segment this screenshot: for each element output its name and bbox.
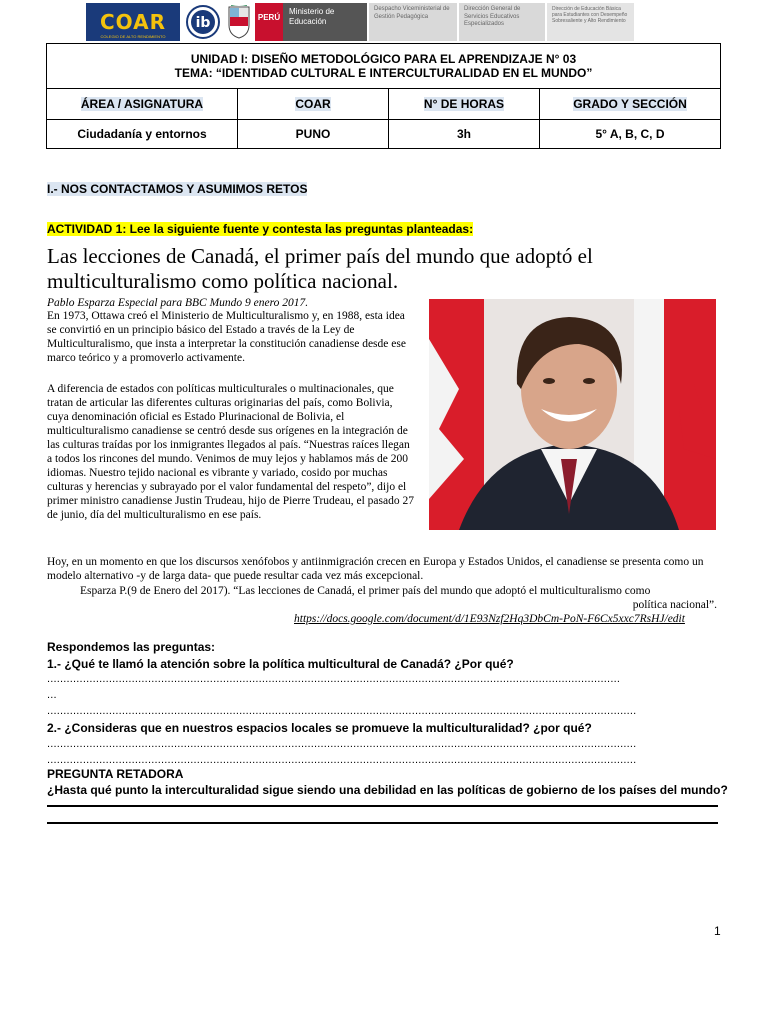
trudeau-photo xyxy=(429,299,716,530)
page-number: 1 xyxy=(714,924,721,938)
value-hours: 3h xyxy=(389,120,540,149)
ministerio-label: Ministerio de Educación xyxy=(283,3,367,41)
answer-line-1c[interactable]: ..................................................................................................................................................................................... xyxy=(47,705,637,717)
header-area: ÁREA / ASIGNATURA xyxy=(47,89,238,120)
header-coar: COAR xyxy=(238,89,389,120)
answer-line-1b[interactable]: ... xyxy=(47,689,57,701)
coar-logo: COAR COLEGIO DE ALTO RENDIMIENTO xyxy=(86,3,180,41)
unit-topic: TEMA: “IDENTIDAD CULTURAL E INTERCULTURALIDAD EN EL MUNDO” xyxy=(174,66,593,80)
unit-info-table xyxy=(46,43,721,149)
article-paragraph-2: A diferencia de estados con políticas multiculturales o multinacionales, que tratan de articular las diferentes culturas originarias del país, como Bolivia, cuya denominación oficial es Estado Plurinacional de Bolivia, el multiculturalismo canadiense se centró desde sus orígenes en la integración de las culturas traídas por los inmigrantes llegados al país. “Nuestras raíces llegan a todos los rincones del mundo. Venimos de muy lejos y hablamos más de 200 idiomas. Nuestro tejido nacional es vibrante y variado, cosido por muchas culturas y herencias y subrayado por el valor fundamental del respeto”, dijo el primer ministro canadiense Justin Trudeau, hijo de Pierre Trudeau, el pasado 27 de junio, día del multiculturalismo en ese país. xyxy=(47,383,414,521)
value-coar: PUNO xyxy=(238,120,389,149)
answer-line-2b[interactable]: ..................................................................................................................................................................................... xyxy=(47,754,637,766)
section-heading: I.- NOS CONTACTAMOS Y ASUMIMOS RETOS xyxy=(47,182,308,196)
ib-logo xyxy=(183,3,223,41)
answer-solid-line-1[interactable] xyxy=(47,805,718,807)
svg-text:ib: ib xyxy=(195,15,211,31)
peru-shield-logo xyxy=(225,3,253,41)
article-paragraph-3: Hoy, en un momento en que los discursos xenófobos y antiinmigración crecen en Europa y Estados Unidos, el canadiense se presenta como un modelo alternativo -y de larga data- que puede resultar cada vez más excepcional. xyxy=(47,556,704,582)
answer-line-2a[interactable]: ..................................................................................................................................................................................... xyxy=(47,738,637,750)
article-byline: Pablo Esparza Especial para BBC Mundo 9 enero 2017. xyxy=(47,297,309,309)
citation-link[interactable]: https://docs.google.com/document/d/1E93Nzf2Hq3DbCm-PoN-F6Cx5xxc7RsHJ/edit xyxy=(294,613,685,625)
challenge-heading: PREGUNTA RETADORA xyxy=(47,767,184,781)
educacion-label: Dirección de Educación Básica para Estudiantes con Desempeño Sobresaliente y Alto Rendimiento xyxy=(547,3,634,41)
header-logos xyxy=(86,3,634,41)
value-grade: 5° A, B, C, D xyxy=(540,120,721,149)
answer-line-1a[interactable]: ................................................................................................................................................................................ xyxy=(47,673,621,685)
question-2: 2.- ¿Consideras que en nuestros espacios locales se promueve la multiculturalidad? ¿por qué? xyxy=(47,721,592,735)
article-title: Las lecciones de Canadá, el primer país del mundo que adoptó el multiculturalismo como política nacional. xyxy=(47,244,593,293)
peru-label: PERÚ xyxy=(255,3,283,41)
challenge-question: ¿Hasta qué punto la interculturalidad sigue siendo una debilidad en las políticas de gobierno de los países del mundo? xyxy=(47,783,728,797)
direccion-label: Dirección General de Servicios Educativos Especializados xyxy=(459,3,545,41)
header-hours: N° DE HORAS xyxy=(389,89,540,120)
answer-solid-line-2[interactable] xyxy=(47,822,718,824)
activity-heading: ACTIVIDAD 1: Lee la siguiente fuente y contesta las preguntas planteadas: xyxy=(47,222,474,236)
article-citation: Esparza P.(9 de Enero del 2017). “Las lecciones de Canadá, el primer país del mundo que adoptó el multiculturalismo como política nacional”. xyxy=(80,585,717,611)
questions-heading: Respondemos las preguntas: xyxy=(47,640,216,654)
header-grade: GRADO Y SECCIÓN xyxy=(540,89,721,120)
unit-title-cell xyxy=(47,44,721,89)
article-paragraph-1: En 1973, Ottawa creó el Ministerio de Multiculturalismo y, en 1988, esta idea se convirtió en un principio básico del Estado a través de la Ley de Multiculturalismo, que insta a interpretar la constitución canadiense desde ese marco teórico y a promoverlo activamente. xyxy=(47,310,406,364)
question-1: 1.- ¿Qué te llamó la atención sobre la política multicultural de Canadá? ¿Por qué? xyxy=(47,657,514,671)
value-area: Ciudadanía y entornos xyxy=(47,120,238,149)
unit-title: UNIDAD I: DISEÑO METODOLÓGICO PARA EL APRENDIZAJE N° 03 xyxy=(190,52,577,66)
despacho-label: Despacho Viceministerial de Gestión Pedagógica xyxy=(369,3,457,41)
